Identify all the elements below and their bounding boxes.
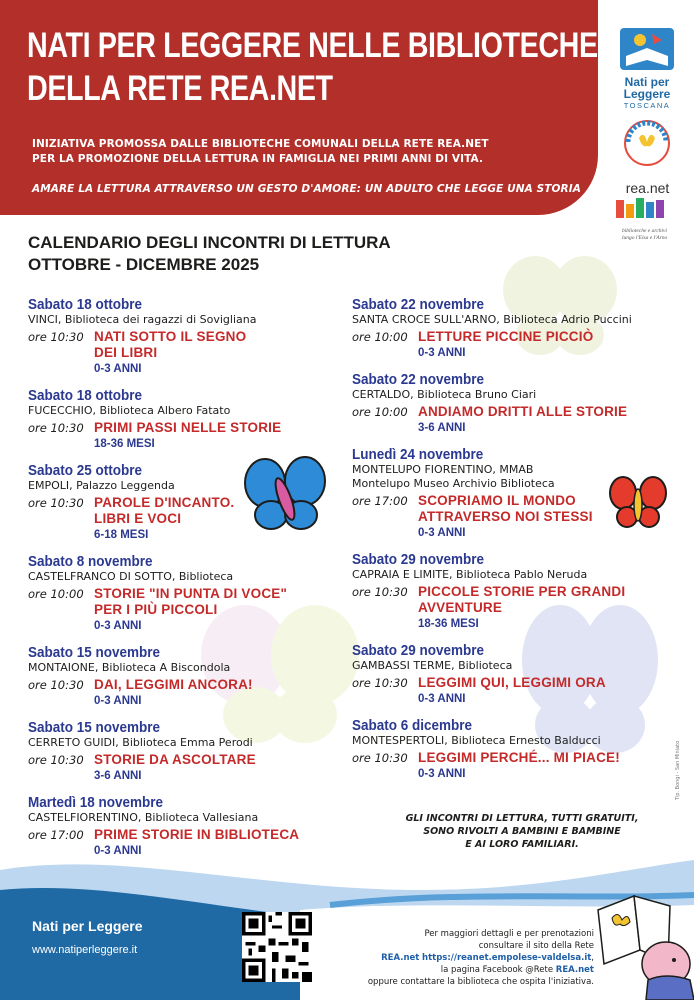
event-date: Lunedì 24 novembre xyxy=(352,446,484,463)
event-age: 0-3 ANNI xyxy=(418,768,466,780)
event-title-line: PAROLE D'INCANTO. xyxy=(94,495,235,510)
tagline: AMARE LA LETTURA ATTRAVERSO UN GESTO D'AMORE: UN ADULTO CHE LEGGE UNA STORIA xyxy=(32,183,581,195)
event-title-line: PER I PIÙ PICCOLI xyxy=(94,602,218,617)
event-date: Sabato 15 novembre xyxy=(28,644,161,661)
event-title xyxy=(94,827,299,843)
printer-credit: Tip. Bongi - San Miniato xyxy=(675,740,681,800)
event-date: Martedì 18 novembre xyxy=(28,794,164,811)
qr-code-icon[interactable] xyxy=(242,912,312,982)
event-item xyxy=(352,717,662,782)
note-line-1: GLI INCONTRI DI LETTURA, TUTTI GRATUITI, xyxy=(405,813,639,824)
subtitle-line-2: PER LA PROMOZIONE DELLA LETTURA IN FAMIGLIA NEI PRIMI ANNI DI VITA. xyxy=(32,153,484,165)
title-line-2: DELLA RETE REA.NET xyxy=(27,69,333,108)
calendar-heading-line-1: CALENDARIO DEGLI INCONTRI DI LETTURA xyxy=(28,233,391,252)
event-date: Sabato 29 novembre xyxy=(352,551,485,568)
event-time: ore 10:30 xyxy=(352,585,408,599)
event-item xyxy=(352,551,662,632)
calendar-heading-line-2: OTTOBRE - DICEMBRE 2025 xyxy=(28,255,260,274)
event-title xyxy=(94,586,287,618)
event-title-line: NATI SOTTO IL SEGNO xyxy=(94,329,247,344)
event-title-line: SCOPRIAMO IL MONDO xyxy=(418,493,576,508)
event-title xyxy=(418,675,606,691)
event-place: CAPRAIA E LIMITE, Biblioteca Pablo Neruda xyxy=(352,568,588,581)
reanet-sub-line-1: biblioteche e archivi xyxy=(622,228,668,234)
events-left-column xyxy=(28,296,328,869)
event-time: ore 10:30 xyxy=(28,753,84,767)
event-title-line: ANDIAMO DRITTI ALLE STORIE xyxy=(418,404,628,419)
event-age: 0-3 ANNI xyxy=(94,845,142,857)
event-time: ore 10:30 xyxy=(352,751,408,765)
info-line-2: consultare il sito della Rete xyxy=(478,941,594,951)
page-title xyxy=(27,24,598,110)
event-place: MONTELUPO FIORENTINO, MMAB xyxy=(352,463,534,476)
event-age: 0-3 ANNI xyxy=(94,620,142,632)
event-place: MONTAIONE, Biblioteca A Biscondola xyxy=(28,661,231,674)
events-right-column xyxy=(352,296,662,792)
info-rea: REA.net xyxy=(381,953,420,963)
event-title xyxy=(418,329,593,345)
info-text xyxy=(362,928,594,988)
note-line-3: E AI LORO FAMILIARI. xyxy=(465,839,579,850)
event-item xyxy=(28,387,328,452)
event-title xyxy=(418,750,620,766)
reanet-name: rea.net xyxy=(625,180,670,196)
event-date: Sabato 29 novembre xyxy=(352,642,485,659)
event-place: MONTESPERTOLI, Biblioteca Ernesto Balducci xyxy=(352,734,601,747)
event-time: ore 10:00 xyxy=(352,405,408,419)
event-title-line: ATTRAVERSO NOI STESSI xyxy=(418,509,593,524)
event-item xyxy=(352,642,662,707)
event-time: ore 10:30 xyxy=(28,421,84,435)
event-date: Sabato 22 novembre xyxy=(352,371,485,388)
subtitle xyxy=(32,137,592,167)
event-date: Sabato 8 novembre xyxy=(28,553,153,570)
event-time: ore 10:00 xyxy=(28,587,84,601)
info-comma: , xyxy=(591,953,594,963)
info-facebook: la pagina Facebook @Rete xyxy=(440,965,554,975)
event-age: 0-3 ANNI xyxy=(418,527,466,539)
event-time: ore 10:30 xyxy=(28,678,84,692)
event-title-line: LIBRI E VOCI xyxy=(94,511,182,526)
event-title-line: PRIME STORIE IN BIBLIOTECA xyxy=(94,827,300,842)
npl-book-icon xyxy=(616,26,678,72)
footer-brand xyxy=(32,918,142,956)
event-item xyxy=(28,644,328,709)
event-title xyxy=(94,677,253,693)
npl-logo-line-2: Leggere xyxy=(623,87,671,101)
npl-logo-region: TOSCANA xyxy=(623,101,671,110)
event-item xyxy=(352,446,662,541)
event-place: CASTELFRANCO DI SOTTO, Biblioteca xyxy=(28,570,234,583)
event-title xyxy=(418,404,627,420)
event-place: FUCECCHIO, Biblioteca Albero Fatato xyxy=(28,404,231,417)
event-age: 0-3 ANNI xyxy=(94,363,142,375)
event-age: 18-36 MESI xyxy=(94,438,155,450)
calendar-heading xyxy=(28,232,391,276)
event-title-line: LEGGIMI QUI, LEGGIMI ORA xyxy=(418,675,606,690)
subtitle-line-1: INIZIATIVA PROMOSSA DALLE BIBLIOTECHE COMUNALI DELLA RETE REA.NET xyxy=(32,138,489,150)
npl-logo-line-1: Nati per xyxy=(624,75,670,89)
header-banner xyxy=(0,0,598,215)
reanet-logo xyxy=(610,180,685,242)
event-title-line: AVVENTURE xyxy=(418,600,503,615)
event-place: CASTELFIORENTINO, Biblioteca Vallesiana xyxy=(28,811,259,824)
presidio-logo xyxy=(614,118,680,168)
event-time: ore 10:30 xyxy=(28,330,84,344)
footer-brand-name: Nati per Leggere xyxy=(32,918,143,934)
event-date: Sabato 18 ottobre xyxy=(28,296,143,313)
event-title-line: PRIMI PASSI NELLE STORIE xyxy=(94,420,282,435)
event-time: ore 10:30 xyxy=(352,676,408,690)
event-item xyxy=(352,296,662,361)
event-date: Sabato 25 ottobre xyxy=(28,462,143,479)
event-age: 18-36 MESI xyxy=(418,618,479,630)
footer-url[interactable]: www.natiperleggere.it xyxy=(32,944,138,956)
event-date: Sabato 18 ottobre xyxy=(28,387,143,404)
event-age: 0-3 ANNI xyxy=(418,693,466,705)
event-place: VINCI, Biblioteca dei ragazzi di Sovigliana xyxy=(28,313,257,326)
event-item xyxy=(28,553,328,634)
event-item xyxy=(352,371,662,436)
event-title-line: LEGGIMI PERCHÉ... MI PIACE! xyxy=(418,750,620,765)
event-title-line: STORIE DA ASCOLTARE xyxy=(94,752,256,767)
event-place: CERTALDO, Biblioteca Bruno Ciari xyxy=(352,388,537,401)
event-title xyxy=(418,584,625,616)
presidio-badge-icon xyxy=(614,118,680,168)
event-age: 0-3 ANNI xyxy=(418,347,466,359)
event-title-line: STORIE "IN PUNTA DI VOCE" xyxy=(94,586,288,601)
event-place: GAMBASSI TERME, Biblioteca xyxy=(352,659,513,672)
event-place: EMPOLI, Palazzo Leggenda xyxy=(28,479,175,492)
note-line-2: SONO RIVOLTI A BAMBINI E BAMBINE xyxy=(423,826,621,837)
event-title-line: DAI, LEGGIMI ANCORA! xyxy=(94,677,253,692)
event-date: Sabato 22 novembre xyxy=(352,296,485,313)
info-facebook-rea: REA.net xyxy=(555,965,594,975)
npl-logo xyxy=(616,26,678,110)
info-link[interactable]: https://reanet.empolese-valdelsa.it xyxy=(422,953,592,963)
event-age: 6-18 MESI xyxy=(94,529,149,541)
event-title xyxy=(94,752,256,768)
event-time: ore 17:00 xyxy=(28,828,84,842)
info-line-4: oppure contattare la biblioteca che ospita l'iniziativa. xyxy=(367,977,594,987)
free-events-note xyxy=(372,812,672,851)
event-title xyxy=(418,493,593,525)
event-time: ore 17:00 xyxy=(352,494,408,508)
info-line-1: Per maggiori dettagli e per prenotazioni xyxy=(424,929,594,939)
reanet-sub-line-2: lungo l'Elsa e l'Arno xyxy=(622,235,668,241)
reanet-mark-icon xyxy=(610,196,685,222)
event-date: Sabato 6 dicembre xyxy=(352,717,473,734)
event-time: ore 10:00 xyxy=(352,330,408,344)
event-item xyxy=(28,296,328,377)
event-title-line: DEI LIBRI xyxy=(94,345,158,360)
event-title xyxy=(94,420,281,436)
reanet-subtitle xyxy=(622,228,685,242)
event-item xyxy=(28,462,328,543)
event-place: SANTA CROCE SULL'ARNO, Biblioteca Adrio Puccini xyxy=(352,313,632,326)
event-title xyxy=(94,329,246,361)
event-date: Sabato 15 novembre xyxy=(28,719,161,736)
child-reading-illustration xyxy=(590,880,694,1000)
event-age: 0-3 ANNI xyxy=(94,695,142,707)
event-title-line: PICCOLE STORIE PER GRANDI xyxy=(418,584,626,599)
event-place-detail: Montelupo Museo Archivio Biblioteca xyxy=(352,477,555,490)
event-place: CERRETO GUIDI, Biblioteca Emma Perodi xyxy=(28,736,253,749)
event-title xyxy=(94,495,234,527)
event-item xyxy=(28,719,328,784)
event-age: 3-6 ANNI xyxy=(418,422,466,434)
title-line-1: NATI PER LEGGERE NELLE BIBLIOTECHE xyxy=(27,26,598,65)
event-time: ore 10:30 xyxy=(28,496,84,510)
event-age: 3-6 ANNI xyxy=(94,770,142,782)
event-title-line: LETTURE PICCINE PICCIÒ xyxy=(418,329,594,344)
